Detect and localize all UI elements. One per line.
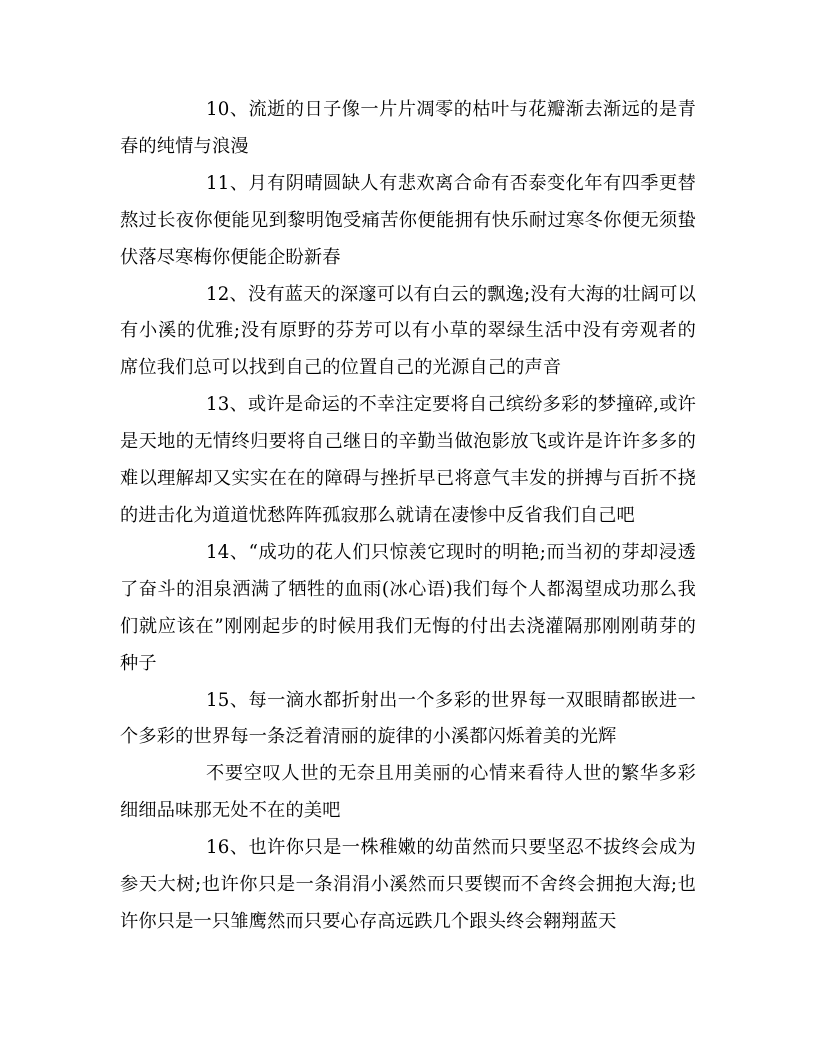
document-body <box>120 92 696 941</box>
paragraph-12: 12、没有蓝天的深邃可以有白云的飘逸;没有大海的壮阔可以有小溪的优雅;没有原野的芬芳可以有小草的翠绿生活中没有旁观者的席位我们总可以找到自己的位置自己的光源自己的声音 <box>120 283 696 379</box>
paragraph-11: 11、月有阴晴圆缺人有悲欢离合命有否泰变化年有四季更替熬过长夜你便能见到黎明饱受痛苦你便能拥有快乐耐过寒冬你便无须蛰伏落尽寒梅你便能企盼新春 <box>120 172 696 268</box>
paragraph-10: 10、流逝的日子像一片片凋零的枯叶与花瓣渐去渐远的是青春的纯情与浪漫 <box>120 99 696 157</box>
paragraph-14: 14、“成功的花人们只惊羡它现时的明艳;而当初的芽却浸透了奋斗的泪泉洒满了牺牲的血雨(冰心语)我们每个人都渴望成功那么我们就应该在”刚刚起步的时候用我们无悔的付出去浇灌隔那刚刚萌芽的种子 <box>120 541 696 674</box>
paragraph-15: 15、每一滴水都折射出一个多彩的世界每一双眼睛都嵌进一个多彩的世界每一条泛着清丽的旋律的小溪都闪烁着美的光辉 <box>120 689 696 748</box>
paragraph-13: 13、或许是命运的不幸注定要将自己缤纷多彩的梦撞碎,或许是天地的无情终归要将自己继日的辛勤当做泡影放飞或许是许许多多的难以理解却又实实在在的障碍与挫折早已将意气丰发的拼搏与百折不挠的进击化为道道忧愁阵阵孤寂那么就请在凄惨中反省我们自己吧 <box>120 394 696 526</box>
paragraph-16: 16、也许你只是一株稚嫩的幼苗然而只要坚忍不拔终会成为参天大树;也许你只是一条涓涓小溪然而只要锲而不舍终会拥抱大海;也许你只是一只雏鹰然而只要心存高远跌几个跟头终会翱翔蓝天 <box>120 837 696 932</box>
paragraph-15-continued: 不要空叹人世的无奈且用美丽的心情来看待人世的繁华多彩细细品味那无处不在的美吧 <box>120 763 696 822</box>
